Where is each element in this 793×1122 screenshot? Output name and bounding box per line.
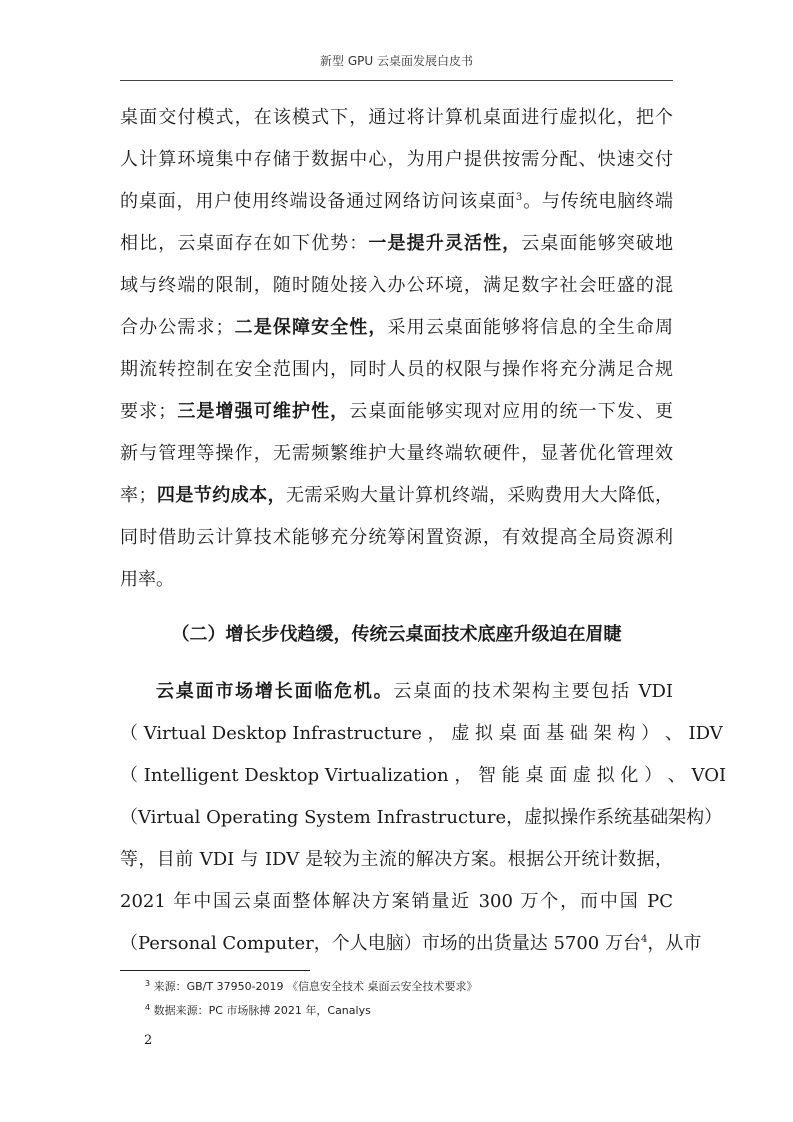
body-line-6	[120, 313, 673, 343]
footnote-divider	[120, 970, 310, 971]
body-line-12: 用率。	[120, 569, 174, 590]
emphasis-maintainability: 三是增强可维护性，	[176, 401, 350, 422]
body-line-4	[120, 229, 673, 259]
emphasis-cost: 四是节约成本，	[156, 485, 287, 506]
para2-line-5: 等，目前 VDI 与 IDV 是较为主流的解决方案。根据公开统计数据，	[120, 849, 673, 870]
body-line-3	[120, 187, 673, 217]
body-text: ，从市	[647, 933, 702, 954]
body-line-9: 新与管理等操作，无需频繁维护大量终端软硬件，显著优化管理效	[120, 443, 673, 464]
body-line-10	[120, 481, 673, 511]
footnote-4	[145, 1003, 371, 1019]
footnote-number: 4	[145, 1003, 151, 1012]
body-line-7: 期流转控制在安全范围内，同时人员的权限与操作将充分满足合规	[120, 359, 673, 380]
body-text: 云桌面能够突破地	[521, 233, 674, 254]
para2-line-7	[120, 929, 702, 959]
header-divider	[120, 80, 673, 81]
body-text: 无需采购大量计算机终端，采购费用大大降低，	[286, 485, 674, 506]
body-text: 云桌面的技术架构主要包括 VDI	[393, 681, 674, 702]
body-line-5: 域与终端的限制，随时随处接入办公环境，满足数字社会旺盛的混	[120, 275, 673, 296]
emphasis-flexibility: 一是提升灵活性，	[368, 233, 522, 254]
para2-line-6: 2021 年中国云桌面整体解决方案销量近 300 万个，而中国 PC	[120, 891, 673, 912]
body-text: 率；	[120, 485, 157, 506]
body-text: 相比，云桌面存在如下优势：	[120, 233, 369, 254]
emphasis-market-crisis: 云桌面市场增长面临危机。	[156, 681, 394, 702]
body-text: 采用云桌面能够将信息的全生命周	[387, 317, 674, 338]
page-number: 2	[144, 1033, 153, 1048]
footnote-ref-4: 4	[640, 934, 648, 945]
footnote-text: 来源：GB/T 37950-2019 《信息安全技术 桌面云安全技术要求》	[150, 980, 478, 993]
footnote-ref-3: 3	[515, 192, 523, 203]
body-text: 的桌面，用户使用终端设备通过网络访问该桌面	[120, 191, 516, 212]
running-header: 新型 GPU 云桌面发展白皮书	[320, 54, 473, 68]
body-text: 。与传统电脑终端	[522, 191, 674, 212]
body-text: 合办公需求；	[120, 317, 234, 338]
body-line-1: 桌面交付模式，在该模式下，通过将计算机桌面进行虚拟化，把个	[120, 107, 673, 128]
footnote-text: 数据来源：PC 市场脉搏 2021 年，Canalys	[150, 1004, 371, 1017]
body-line-8	[120, 397, 673, 427]
footnote-number: 3	[145, 979, 151, 988]
para2-line-2: （ Virtual Desktop Infrastructure ， 虚 拟 桌 面 基 础 架 构 ） 、 IDV	[120, 723, 723, 744]
body-line-11: 同时借助云计算技术能够充分统筹闲置资源，有效提高全局资源利	[120, 527, 673, 548]
body-text: 要求；	[120, 401, 177, 422]
body-text: 云桌面能够实现对应用的统一下发、更	[349, 401, 674, 422]
emphasis-security: 二是保障安全性，	[233, 317, 388, 338]
body-text: （Personal Computer，个人电脑）市场的出货量达 5700 万台	[120, 933, 641, 954]
body-line-2: 人计算环境集中存储于数据中心，为用户提供按需分配、快速交付	[120, 149, 673, 170]
footnote-3	[145, 979, 478, 995]
para2-line-1	[156, 677, 673, 707]
para2-line-3: （ Intelligent Desktop Virtualization ， 智 能 桌 面 虚 拟 化 ） 、 VOI	[120, 765, 727, 786]
section-heading: （二）增长步伐趋缓，传统云桌面技术底座升级迫在眉睫	[171, 624, 622, 645]
para2-line-4: （Virtual Operating System Infrastructure，虚拟操作系统基础架构）	[120, 807, 723, 828]
